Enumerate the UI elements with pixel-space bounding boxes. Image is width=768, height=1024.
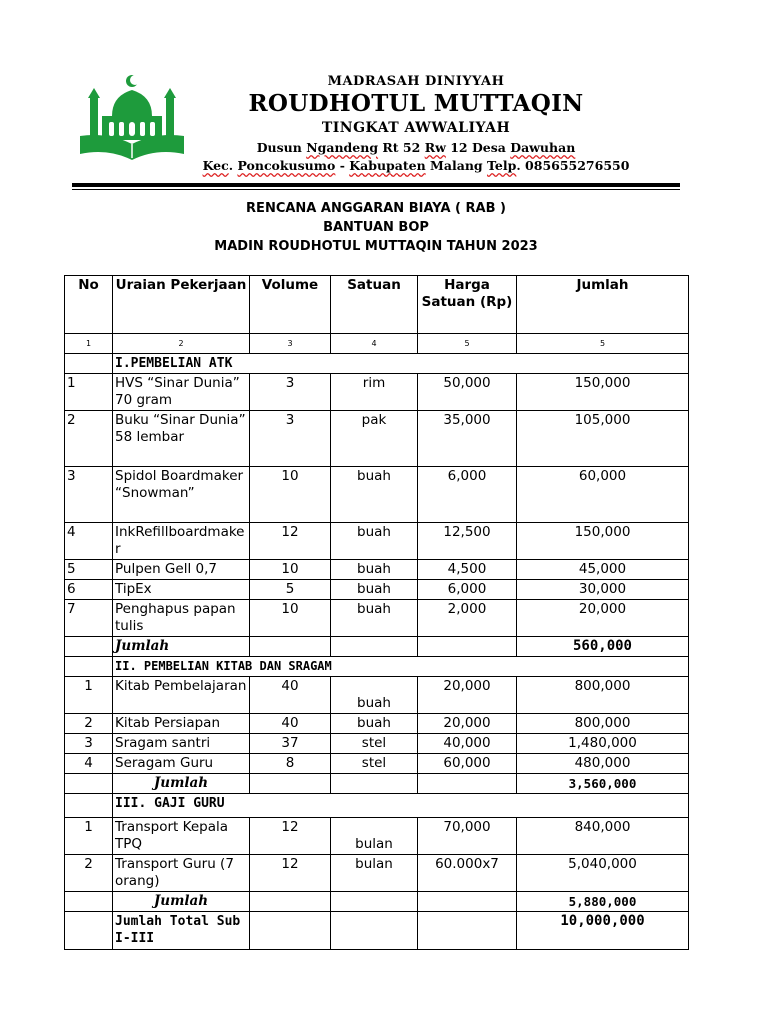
table-row: 6 TipEx 5 buah 6,000 30,000: [65, 580, 689, 600]
table-row: 2 Kitab Persiapan 40 buah 20,000 800,000: [65, 714, 689, 734]
table-row: 1 HVS “Sinar Dunia” 70 gram 3 rim 50,000 150,000: [65, 374, 689, 411]
header-rule-thin: [72, 189, 680, 190]
col-header-jumlah: Jumlah: [517, 276, 689, 334]
col-index: 5: [517, 334, 689, 354]
header-line-1: MADRASAH DINIYYAH: [327, 74, 505, 89]
col-header-satuan: Satuan: [331, 276, 418, 334]
header-address-2: Kec. Poncokusumo - Kabupaten Malang Telp. 085655276550: [202, 158, 630, 173]
table-row: 7 Penghapus papan tulis 10 buah 2,000 20,000: [65, 600, 689, 637]
col-index: 3: [250, 334, 331, 354]
header-address-1: Dusun Ngandeng Rt 52 Rw 12 Desa Dawuhan: [256, 140, 576, 155]
doc-title: RENCANA ANGGARAN BIAYA ( RAB ): [246, 201, 506, 216]
table-row: 3 Sragam santri 37 stel 40,000 1,480,000: [65, 734, 689, 754]
table-row: 2 Buku “Sinar Dunia” 58 lembar 3 pak 35,000 105,000: [65, 411, 689, 467]
header-level: TINGKAT AWWALIYAH: [321, 120, 511, 136]
table-row: 1 Transport Kepala TPQ 12 bulan 70,000 840,000: [65, 818, 689, 855]
section-title: II. PEMBELIAN KITAB DAN SRAGAM: [113, 657, 689, 677]
doc-subtitle: BANTUAN BOP: [323, 220, 429, 235]
subtotal-row: Jumlah 3,560,000: [65, 774, 689, 794]
col-header-harga: Harga Satuan (Rp): [418, 276, 517, 334]
header-rule-thick: [72, 183, 680, 187]
subtotal-row: Jumlah 5,880,000: [65, 892, 689, 912]
grand-total-row: Jumlah Total Sub I-III 10,000,000: [65, 912, 689, 950]
col-header-uraian: Uraian Pekerjaan: [113, 276, 250, 334]
table-row: 4 Seragam Guru 8 stel 60,000 480,000: [65, 754, 689, 774]
budget-table: [64, 275, 689, 950]
table-row: 3 Spidol Boardmaker “Snowman” 10 buah 6,000 60,000: [65, 467, 689, 523]
table-row: 1 Kitab Pembelajaran 40 buah 20,000 800,000: [65, 677, 689, 714]
col-header-volume: Volume: [250, 276, 331, 334]
table-row: 2 Transport Guru (7 orang) 12 bulan 60.000x7 5,040,000: [65, 855, 689, 892]
col-index: 1: [65, 334, 113, 354]
table-row: 4 InkRefillboardmaker 12 buah 12,500 150,000: [65, 523, 689, 560]
header-school-name: ROUDHOTUL MUTTAQIN: [248, 90, 584, 117]
col-index: 2: [113, 334, 250, 354]
subtotal-row: Jumlah 560,000: [65, 637, 689, 657]
table-row: 5 Pulpen Gell 0,7 10 buah 4,500 45,000: [65, 560, 689, 580]
col-header-no: No: [65, 276, 113, 334]
col-index: 5: [418, 334, 517, 354]
section-title: I.PEMBELIAN ATK: [113, 354, 689, 374]
section-title: III. GAJI GURU: [113, 794, 689, 818]
mosque-book-logo-icon: [78, 72, 190, 160]
doc-subtitle-2: MADIN ROUDHOTUL MUTTAQIN TAHUN 2023: [214, 239, 538, 254]
col-index: 4: [331, 334, 418, 354]
